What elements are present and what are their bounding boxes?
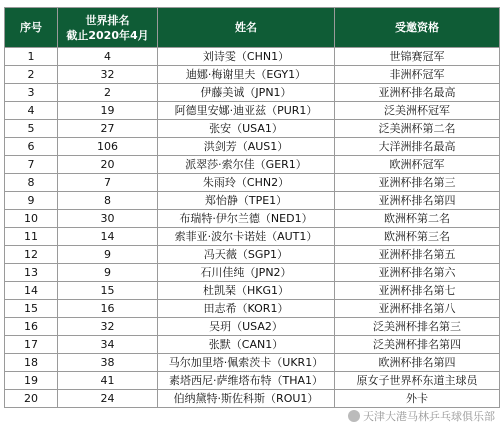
cell-rank: 24 xyxy=(58,390,158,408)
table-row xyxy=(5,174,500,192)
cell-qualification: 亚洲杯排名第六 xyxy=(335,264,500,282)
cell-name: 张安（USA1） xyxy=(158,120,335,138)
cell-rank: 38 xyxy=(58,354,158,372)
table-row xyxy=(5,264,500,282)
cell-rank: 2 xyxy=(58,84,158,102)
cell-rank: 32 xyxy=(58,318,158,336)
cell-rank: 106 xyxy=(58,138,158,156)
table-row xyxy=(5,210,500,228)
table-row xyxy=(5,246,500,264)
cell-rank: 4 xyxy=(58,48,158,66)
ranking-table xyxy=(4,7,500,408)
cell-qualification: 泛美洲杯排名第三 xyxy=(335,318,500,336)
cell-no: 18 xyxy=(5,354,58,372)
cell-qualification: 欧洲杯第二名 xyxy=(335,210,500,228)
cell-rank: 9 xyxy=(58,246,158,264)
cell-qualification: 亚洲杯排名第七 xyxy=(335,282,500,300)
watermark-text: 天津大港马林乒乓球俱乐部 xyxy=(363,410,495,423)
cell-name: 伯纳黛特·斯佐科斯（ROU1） xyxy=(158,390,335,408)
table-row xyxy=(5,228,500,246)
cell-name: 布瑞特·伊尔兰德（NED1） xyxy=(158,210,335,228)
cell-name: 伊藤美诚（JPN1） xyxy=(158,84,335,102)
cell-qualification: 泛美洲杯冠军 xyxy=(335,102,500,120)
cell-qualification: 欧洲杯第三名 xyxy=(335,228,500,246)
cell-name: 杜凯琹（HKG1） xyxy=(158,282,335,300)
cell-no: 20 xyxy=(5,390,58,408)
cell-rank: 7 xyxy=(58,174,158,192)
cell-name: 阿德里安娜·迪亚兹（PUR1） xyxy=(158,102,335,120)
cell-qualification: 泛美洲杯第二名 xyxy=(335,120,500,138)
header-no: 序号 xyxy=(5,8,58,48)
table-row xyxy=(5,390,500,408)
cell-no: 19 xyxy=(5,372,58,390)
table-row xyxy=(5,138,500,156)
cell-qualification: 亚洲杯排名第八 xyxy=(335,300,500,318)
cell-no: 3 xyxy=(5,84,58,102)
cell-rank: 27 xyxy=(58,120,158,138)
cell-no: 2 xyxy=(5,66,58,84)
cell-no: 17 xyxy=(5,336,58,354)
cell-no: 12 xyxy=(5,246,58,264)
cell-rank: 9 xyxy=(58,264,158,282)
table-row xyxy=(5,156,500,174)
cell-qualification: 亚洲杯排名第五 xyxy=(335,246,500,264)
table-row xyxy=(5,120,500,138)
wechat-icon xyxy=(348,410,360,422)
table-row xyxy=(5,354,500,372)
cell-no: 11 xyxy=(5,228,58,246)
cell-no: 13 xyxy=(5,264,58,282)
watermark xyxy=(348,408,495,424)
table-row xyxy=(5,372,500,390)
cell-rank: 32 xyxy=(58,66,158,84)
cell-rank: 14 xyxy=(58,228,158,246)
cell-no: 16 xyxy=(5,318,58,336)
cell-no: 9 xyxy=(5,192,58,210)
cell-rank: 41 xyxy=(58,372,158,390)
cell-qualification: 亚洲杯排名第四 xyxy=(335,192,500,210)
header-rank-line2: 截止2020年4月 xyxy=(66,28,149,42)
table-row xyxy=(5,66,500,84)
cell-qualification: 泛美洲杯排名第四 xyxy=(335,336,500,354)
table-row xyxy=(5,192,500,210)
cell-rank: 30 xyxy=(58,210,158,228)
cell-rank: 15 xyxy=(58,282,158,300)
table-row xyxy=(5,318,500,336)
header-qualification: 受邀资格 xyxy=(335,8,500,48)
cell-qualification: 大洋洲排名最高 xyxy=(335,138,500,156)
cell-no: 7 xyxy=(5,156,58,174)
cell-name: 吴玥（USA2） xyxy=(158,318,335,336)
cell-name: 刘诗雯（CHN1） xyxy=(158,48,335,66)
cell-no: 5 xyxy=(5,120,58,138)
cell-name: 朱雨玲（CHN2） xyxy=(158,174,335,192)
cell-qualification: 欧洲杯冠军 xyxy=(335,156,500,174)
cell-qualification: 非洲杯冠军 xyxy=(335,66,500,84)
cell-no: 14 xyxy=(5,282,58,300)
cell-name: 冯天薇（SGP1） xyxy=(158,246,335,264)
cell-rank: 16 xyxy=(58,300,158,318)
header-row xyxy=(5,8,500,48)
cell-name: 迪娜·梅谢里夫（EGY1） xyxy=(158,66,335,84)
cell-name: 索菲亚·波尔卡诺娃（AUT1） xyxy=(158,228,335,246)
cell-name: 派翠莎·索尔佳（GER1） xyxy=(158,156,335,174)
cell-name: 素塔西尼·萨维塔布特（THA1） xyxy=(158,372,335,390)
cell-name: 田志希（KOR1） xyxy=(158,300,335,318)
cell-qualification: 欧洲杯排名第四 xyxy=(335,354,500,372)
table-row xyxy=(5,84,500,102)
cell-qualification: 外卡 xyxy=(335,390,500,408)
table-row xyxy=(5,282,500,300)
table-row xyxy=(5,48,500,66)
cell-no: 8 xyxy=(5,174,58,192)
cell-name: 郑怡静（TPE1） xyxy=(158,192,335,210)
cell-no: 6 xyxy=(5,138,58,156)
cell-rank: 19 xyxy=(58,102,158,120)
table-row xyxy=(5,102,500,120)
cell-name: 石川佳纯（JPN2） xyxy=(158,264,335,282)
cell-no: 15 xyxy=(5,300,58,318)
cell-name: 洪剑芳（AUS1） xyxy=(158,138,335,156)
cell-qualification: 亚洲杯排名最高 xyxy=(335,84,500,102)
cell-qualification: 亚洲杯排名第三 xyxy=(335,174,500,192)
cell-rank: 34 xyxy=(58,336,158,354)
cell-no: 4 xyxy=(5,102,58,120)
table-row xyxy=(5,336,500,354)
cell-name: 马尔加里塔·佩索茨卡（UKR1） xyxy=(158,354,335,372)
header-world-rank xyxy=(58,8,158,48)
header-rank-line1: 世界排名 xyxy=(85,13,130,27)
table-row xyxy=(5,300,500,318)
cell-no: 10 xyxy=(5,210,58,228)
cell-qualification: 原女子世界杯东道主球员 xyxy=(335,372,500,390)
header-name: 姓名 xyxy=(158,8,335,48)
cell-rank: 20 xyxy=(58,156,158,174)
cell-qualification: 世锦赛冠军 xyxy=(335,48,500,66)
cell-no: 1 xyxy=(5,48,58,66)
cell-rank: 8 xyxy=(58,192,158,210)
cell-name: 张默（CAN1） xyxy=(158,336,335,354)
